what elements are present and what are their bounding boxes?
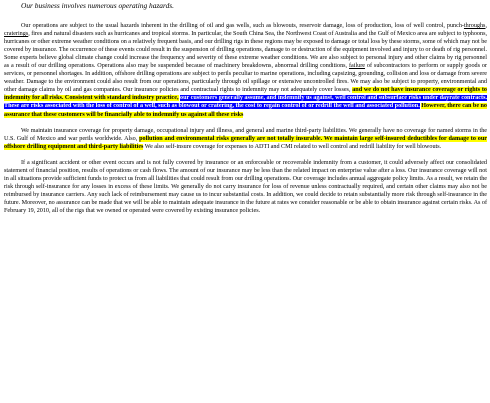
text-segment: We also self-insure coverage for expenses to ADTI and CMI related to well control and redrill liability for well blowouts.	[143, 143, 442, 150]
text-segment: ,	[485, 23, 487, 29]
text-segment: Our operations are subject to the usual hazards inherent in the drilling of oil and gas wells, such as blowouts, reservoir damage, loss of production, loss of well control, punch-	[21, 23, 464, 29]
highlight-yellow: and we do not have insurance coverage or rights to indemnity for all risks. Consistent with standard industry practice,	[4, 87, 487, 102]
paragraph-uncovered-events	[4, 159, 487, 215]
highlight-blue: our customers generally assume, and indemnify us against, well control and subsurface risks under dayrate contracts. These are risks associated with the loss of control of a well, such as blowout or cratering, the cost to regain control of or redrill the well and associated pollution.	[4, 95, 487, 110]
text-segment: We maintain insurance coverage for property damage, occupational injury and illness, and general and marine third-party liabilities. We generally have no coverage for named storms in the U.S. Gulf of Mexico and war perils worldwide. Also,	[4, 127, 487, 142]
text-segment: of subcontractors to perform or supply goods or services, or personnel shortages. In addition, offshore drilling operations are subject to perils peculiar to marine operations, including capsizing, grounding, collision and loss or damage from severe weather. Damage to the environment could also result from our operations, particularly through oil spillage or extensive uncontrolled fires. We may also be subject to property, environmental and other damage claims by oil and gas companies. Our insurance policies and contractual rights to indemnity may not adequately cover losses,	[4, 63, 487, 94]
section-heading: Our business involves numerous operating hazards.	[21, 1, 175, 10]
paragraph-operating-hazards	[4, 22, 487, 119]
highlight-yellow: pollution and environmental risks generally are not totally insurable. We maintain large self-insured deductibles for damage to our offshore drilling equipment and third-party liabilities	[4, 135, 487, 150]
underlined-word: throughs	[463, 23, 486, 29]
paragraph-insurance-coverage	[4, 127, 487, 151]
text-segment: If a significant accident or other event occurs and is not fully covered by insurance or an enforceable or recoverable indemnity from a customer, it could adversely affect our consolidated statement of financial position, results of operations or cash flows. The amount of our insurance may be less than the related impact on enterprise value after a loss. Our insurance coverage will not in all situations provide sufficient funds to protect us from all liabilities that could result from our drilling operations. Our coverage includes annual aggregate policy limits. As a result, we retain the risk through self-insurance for any losses in excess of these limits. We generally do not carry insurance for loss of revenue unless contractually required, and certain other claims may also not be reimbursed by insurance carriers. Any such lack of reimbursement may cause us to incur substantial costs. In addition, we could decide to retain substantially more risk through self-insurance in the future. Moreover, no assurance can be made that we will be able to maintain adequate insurance in the future at rates we consider reasonable or be able to obtain insurance against certain risks. As of February 19, 2010, all of the rigs that we owned or operated were covered by existing insurance policies.	[4, 159, 487, 214]
underlined-word: failure	[348, 63, 366, 70]
text-segment: , fires and natural disasters such as hurricanes and tropical storms. In particular, the South China Sea, the Northwest Coast of Australia and the Gulf of Mexico area are subject to typhoons, hurricanes or other extreme weather conditions on a relatively frequent basis, and our drilling rigs in these regions may be exposed to damage or total loss by these storms, some of which may not be covered by insurance. The occurrence of these events could result in the suspension of drilling operations, damage to or destruction of the equipment involved and injury to or death of rig personnel. Some experts believe global climate change could increase the frequency and severity of these extreme weather conditions. We are also subject to personal injury and other claims by rig personnel as a result of our drilling operations. Operations also may be suspended because of machinery breakdowns, abnormal drilling conditions,	[4, 31, 487, 70]
highlight-yellow: However, there can be no assurance that these customers will be financially able to indemnify us against all these risks	[4, 103, 488, 118]
underlined-word: craterings	[4, 31, 29, 38]
